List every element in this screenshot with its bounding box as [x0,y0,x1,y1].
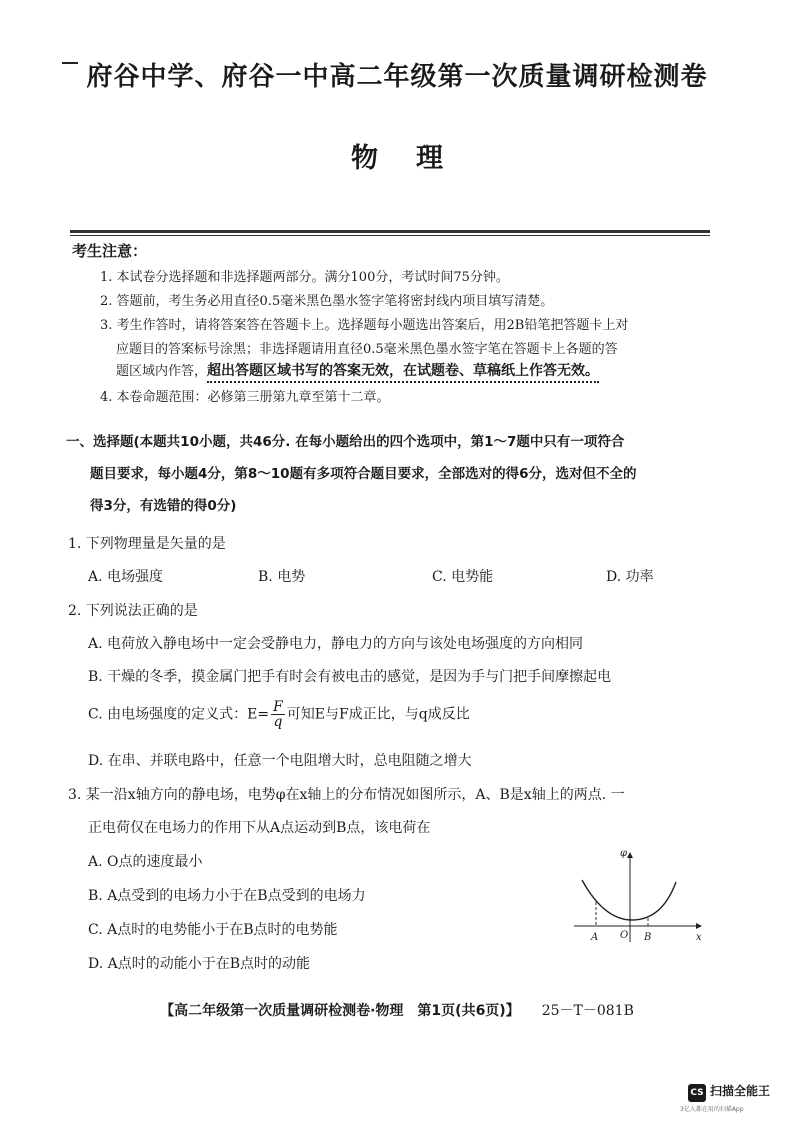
scanner-app-name: 扫描全能王 [710,1084,771,1098]
q3-stem-line2: 正电荷仅在电场力的作用下从A点运动到B点，该电荷在 [88,820,431,836]
q3-option-b: B. A点受到的电场力小于在B点受到的电场力 [88,888,366,904]
subject-title: 物理 [351,143,481,174]
origin-label: O [620,930,629,941]
section-instructions-line2: 题目要求，每小题4分，第8～10题有多项符合题目要求，全部选对的得6分，选对但不全的 [90,466,637,482]
q2-stem: 2. 下列说法正确的是 [68,603,198,619]
section-instructions-line3: 得3分，有选错的得0分) [90,498,237,514]
q1-option-c: C. 电势能 [432,569,494,585]
notice-item-3-cont2 [116,360,599,380]
notice-item-2: 2. 答题前，考生务必用直径0.5毫米黑色墨水签字笔将密封线内项目填写清楚。 [100,294,554,309]
section-instructions-line1: 一、选择题(本题共10小题，共46分. 在每小题给出的四个选项中，第1～7题中只有一项符合 [66,434,625,450]
notice-item-3: 3. 考生作答时，请将答案答在答题卡上。选择题每小题选出答案后，用2B铅笔把答题卡上对 [100,318,629,333]
q3-option-d: D. A点时的动能小于在B点时的动能 [88,956,311,972]
x-axis-label: x [696,932,702,943]
point-b-label: B [644,932,652,943]
q3-potential-figure [570,846,710,946]
notice-emphasis: 超出答题区域书写的答案无效，在试题卷、草稿纸上作答无效。 [207,363,599,383]
scanner-app-tagline: 3亿人都在用的扫描App [680,1106,744,1113]
q2-option-c-prefix: C. 由电场强度的定义式：E= [88,706,270,723]
footer-code: 25－T－081B [541,1003,634,1019]
q1-stem: 1. 下列物理量是矢量的是 [68,536,226,552]
q3-stem-line1: 3. 某一沿x轴方向的静电场，电势φ在x轴上的分布情况如图所示，A、B是x轴上的两点. 一 [68,787,625,803]
q2-option-c-suffix: 可知E与F成正比，与q成反比 [286,706,470,723]
x-axis-arrow [696,923,702,929]
y-axis-arrow [627,852,633,858]
page-footer [0,1000,794,1020]
notice-item-1: 1. 本试卷分选择题和非选择题两部分。满分100分，考试时间75分钟。 [100,270,509,285]
page-title: 府谷中学、府谷一中高二年级第一次质量调研检测卷 [86,62,708,92]
notice-item-3-tail: 题区域内作答， [116,364,208,379]
q2-option-d: D. 在串、并联电路中，任意一个电阻增大时，总电阻随之增大 [88,753,472,769]
footer-text: 【高二年级第一次质量调研检测卷·物理 第1页(共6页)】 [160,1003,520,1019]
q1-option-a: A. 电场强度 [88,569,164,585]
divider-thick [70,230,710,233]
divider-thin [70,235,710,236]
notice-item-3-cont: 应题目的答案标号涂黑；非选择题请用直径0.5毫米黑色墨水签字笔在答题卡上各题的答 [116,342,618,357]
q2-option-a: A. 电荷放入静电场中一定会受静电力，静电力的方向与该处电场强度的方向相同 [88,636,584,652]
q3-option-c: C. A点时的电势能小于在B点时的电势能 [88,922,338,938]
q1-option-b: B. 电势 [258,569,306,585]
notice-heading: 考生注意： [72,242,148,260]
q3-option-a: A. O点的速度最小 [88,854,203,870]
y-axis-label: φ [620,848,628,859]
field-fraction [271,700,285,729]
q2-option-b: B. 干燥的冬季，摸金属门把手有时会有被电击的感觉，是因为手与门把手间摩擦起电 [88,669,612,685]
point-a-label: A [591,932,599,943]
q1-option-d: D. 功率 [606,569,654,585]
fraction-denominator: q [273,714,283,730]
fraction-numerator: F [273,699,283,715]
notice-item-4: 4. 本卷命题范围：必修第三册第九章至第十二章。 [100,390,390,405]
q2-option-c [88,700,470,729]
scanner-logo-icon: CS [688,1084,706,1102]
